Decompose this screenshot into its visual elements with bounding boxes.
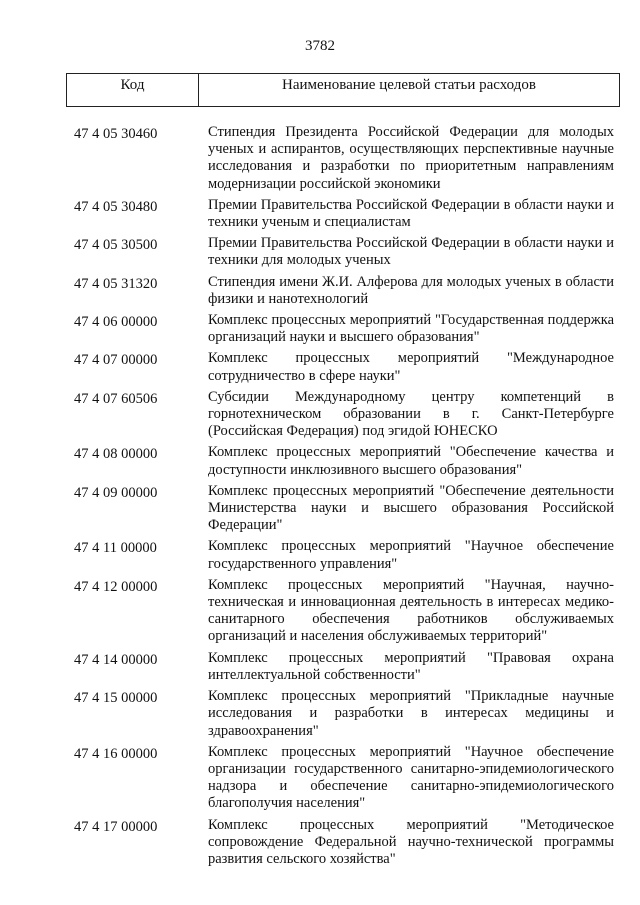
table-row bbox=[0, 538, 640, 572]
table-row bbox=[0, 197, 640, 231]
row-name: Комплекс процессных мероприятий "Правовая охрана интеллектуальной собственности" bbox=[208, 649, 614, 683]
row-code: 47 4 12 00000 bbox=[74, 578, 158, 595]
row-name: Комплекс процессных мероприятий "Научное обеспечение организации государственного санитарно-эпидемиологического надзора и обеспечение санитарно-эпидемиологического благополучия населения" bbox=[208, 743, 614, 812]
table-row bbox=[0, 124, 640, 193]
row-code: 47 4 06 00000 bbox=[74, 314, 158, 331]
row-name: Стипендия Президента Российской Федерации для молодых ученых и аспирантов, осуществляющих перспективные научные исследования и разработки по приоритетным направлениям модернизации российской экономики bbox=[208, 124, 614, 192]
row-code: 47 4 15 00000 bbox=[74, 690, 158, 707]
row-code: 47 4 05 31320 bbox=[74, 275, 158, 292]
row-code: 47 4 05 30500 bbox=[74, 237, 158, 254]
row-name: Комплекс процессных мероприятий "Научное обеспечение государственного управления" bbox=[208, 538, 614, 572]
row-code: 47 4 07 60506 bbox=[74, 390, 158, 407]
table-row bbox=[0, 350, 640, 384]
table-row bbox=[0, 744, 640, 813]
row-code: 47 4 07 00000 bbox=[74, 352, 158, 369]
table-row bbox=[0, 274, 640, 308]
page-number: 3782 bbox=[305, 38, 335, 54]
table-body bbox=[0, 124, 640, 872]
row-code: 47 4 16 00000 bbox=[74, 745, 158, 762]
row-name: Премии Правительства Российской Федерации в области науки и техники ученым и специалистам bbox=[208, 196, 614, 231]
row-name: Комплекс процессных мероприятий "Обеспечение деятельности Министерства науки и высшего образования Российской Федерации" bbox=[208, 482, 614, 534]
table-header bbox=[66, 73, 620, 107]
row-name: Комплекс процессных мероприятий "Методическое сопровождение Федеральной научно-технической программы развития сельского хозяйства" bbox=[208, 816, 614, 867]
row-name: Комплекс процессных мероприятий "Международное сотрудничество в сфере науки" bbox=[208, 350, 614, 384]
table-row bbox=[0, 650, 640, 684]
table-row bbox=[0, 312, 640, 346]
row-name: Стипендия имени Ж.И. Алферова для молодых ученых в области физики и нанотехнологий bbox=[208, 273, 614, 307]
table-row bbox=[0, 389, 640, 441]
column-header-name: Наименование целевой статьи расходов bbox=[282, 77, 536, 93]
table-row bbox=[0, 444, 640, 478]
table-row bbox=[0, 235, 640, 269]
table-row bbox=[0, 577, 640, 646]
row-code: 47 4 05 30460 bbox=[74, 126, 158, 142]
row-code: 47 4 14 00000 bbox=[74, 651, 158, 668]
row-code: 47 4 08 00000 bbox=[74, 446, 158, 463]
row-name: Комплекс процессных мероприятий "Прикладные научные исследования и разработки в интересах медицины и здравоохранения" bbox=[208, 688, 614, 739]
row-name: Комплекс процессных мероприятий "Государственная поддержка организаций науки и высшего образования" bbox=[208, 312, 614, 346]
row-name: Комплекс процессных мероприятий "Обеспечение качества и доступности инклюзивного высшего образования" bbox=[208, 444, 614, 478]
table-row bbox=[0, 483, 640, 535]
row-code: 47 4 17 00000 bbox=[74, 818, 158, 835]
table-row bbox=[0, 817, 640, 869]
row-name: Комплекс процессных мероприятий "Научная, научно-техническая и инновационная деятельность в интересах медико-санитарного обеспечения работников обслуживаемых организаций и населения обслуживаемых территорий" bbox=[208, 576, 614, 645]
row-name: Премии Правительства Российской Федерации в области науки и техники для молодых ученых bbox=[208, 235, 614, 269]
row-code: 47 4 05 30480 bbox=[74, 198, 158, 215]
table-row bbox=[0, 688, 640, 740]
row-code: 47 4 11 00000 bbox=[74, 540, 157, 557]
row-code: 47 4 09 00000 bbox=[74, 484, 158, 501]
column-header-code: Код bbox=[67, 74, 199, 106]
row-name: Субсидии Международному центру компетенций в горнотехническом образовании в г. Санкт-Петербурге (Российская Федерация) под эгидой ЮНЕСКО bbox=[208, 388, 614, 440]
